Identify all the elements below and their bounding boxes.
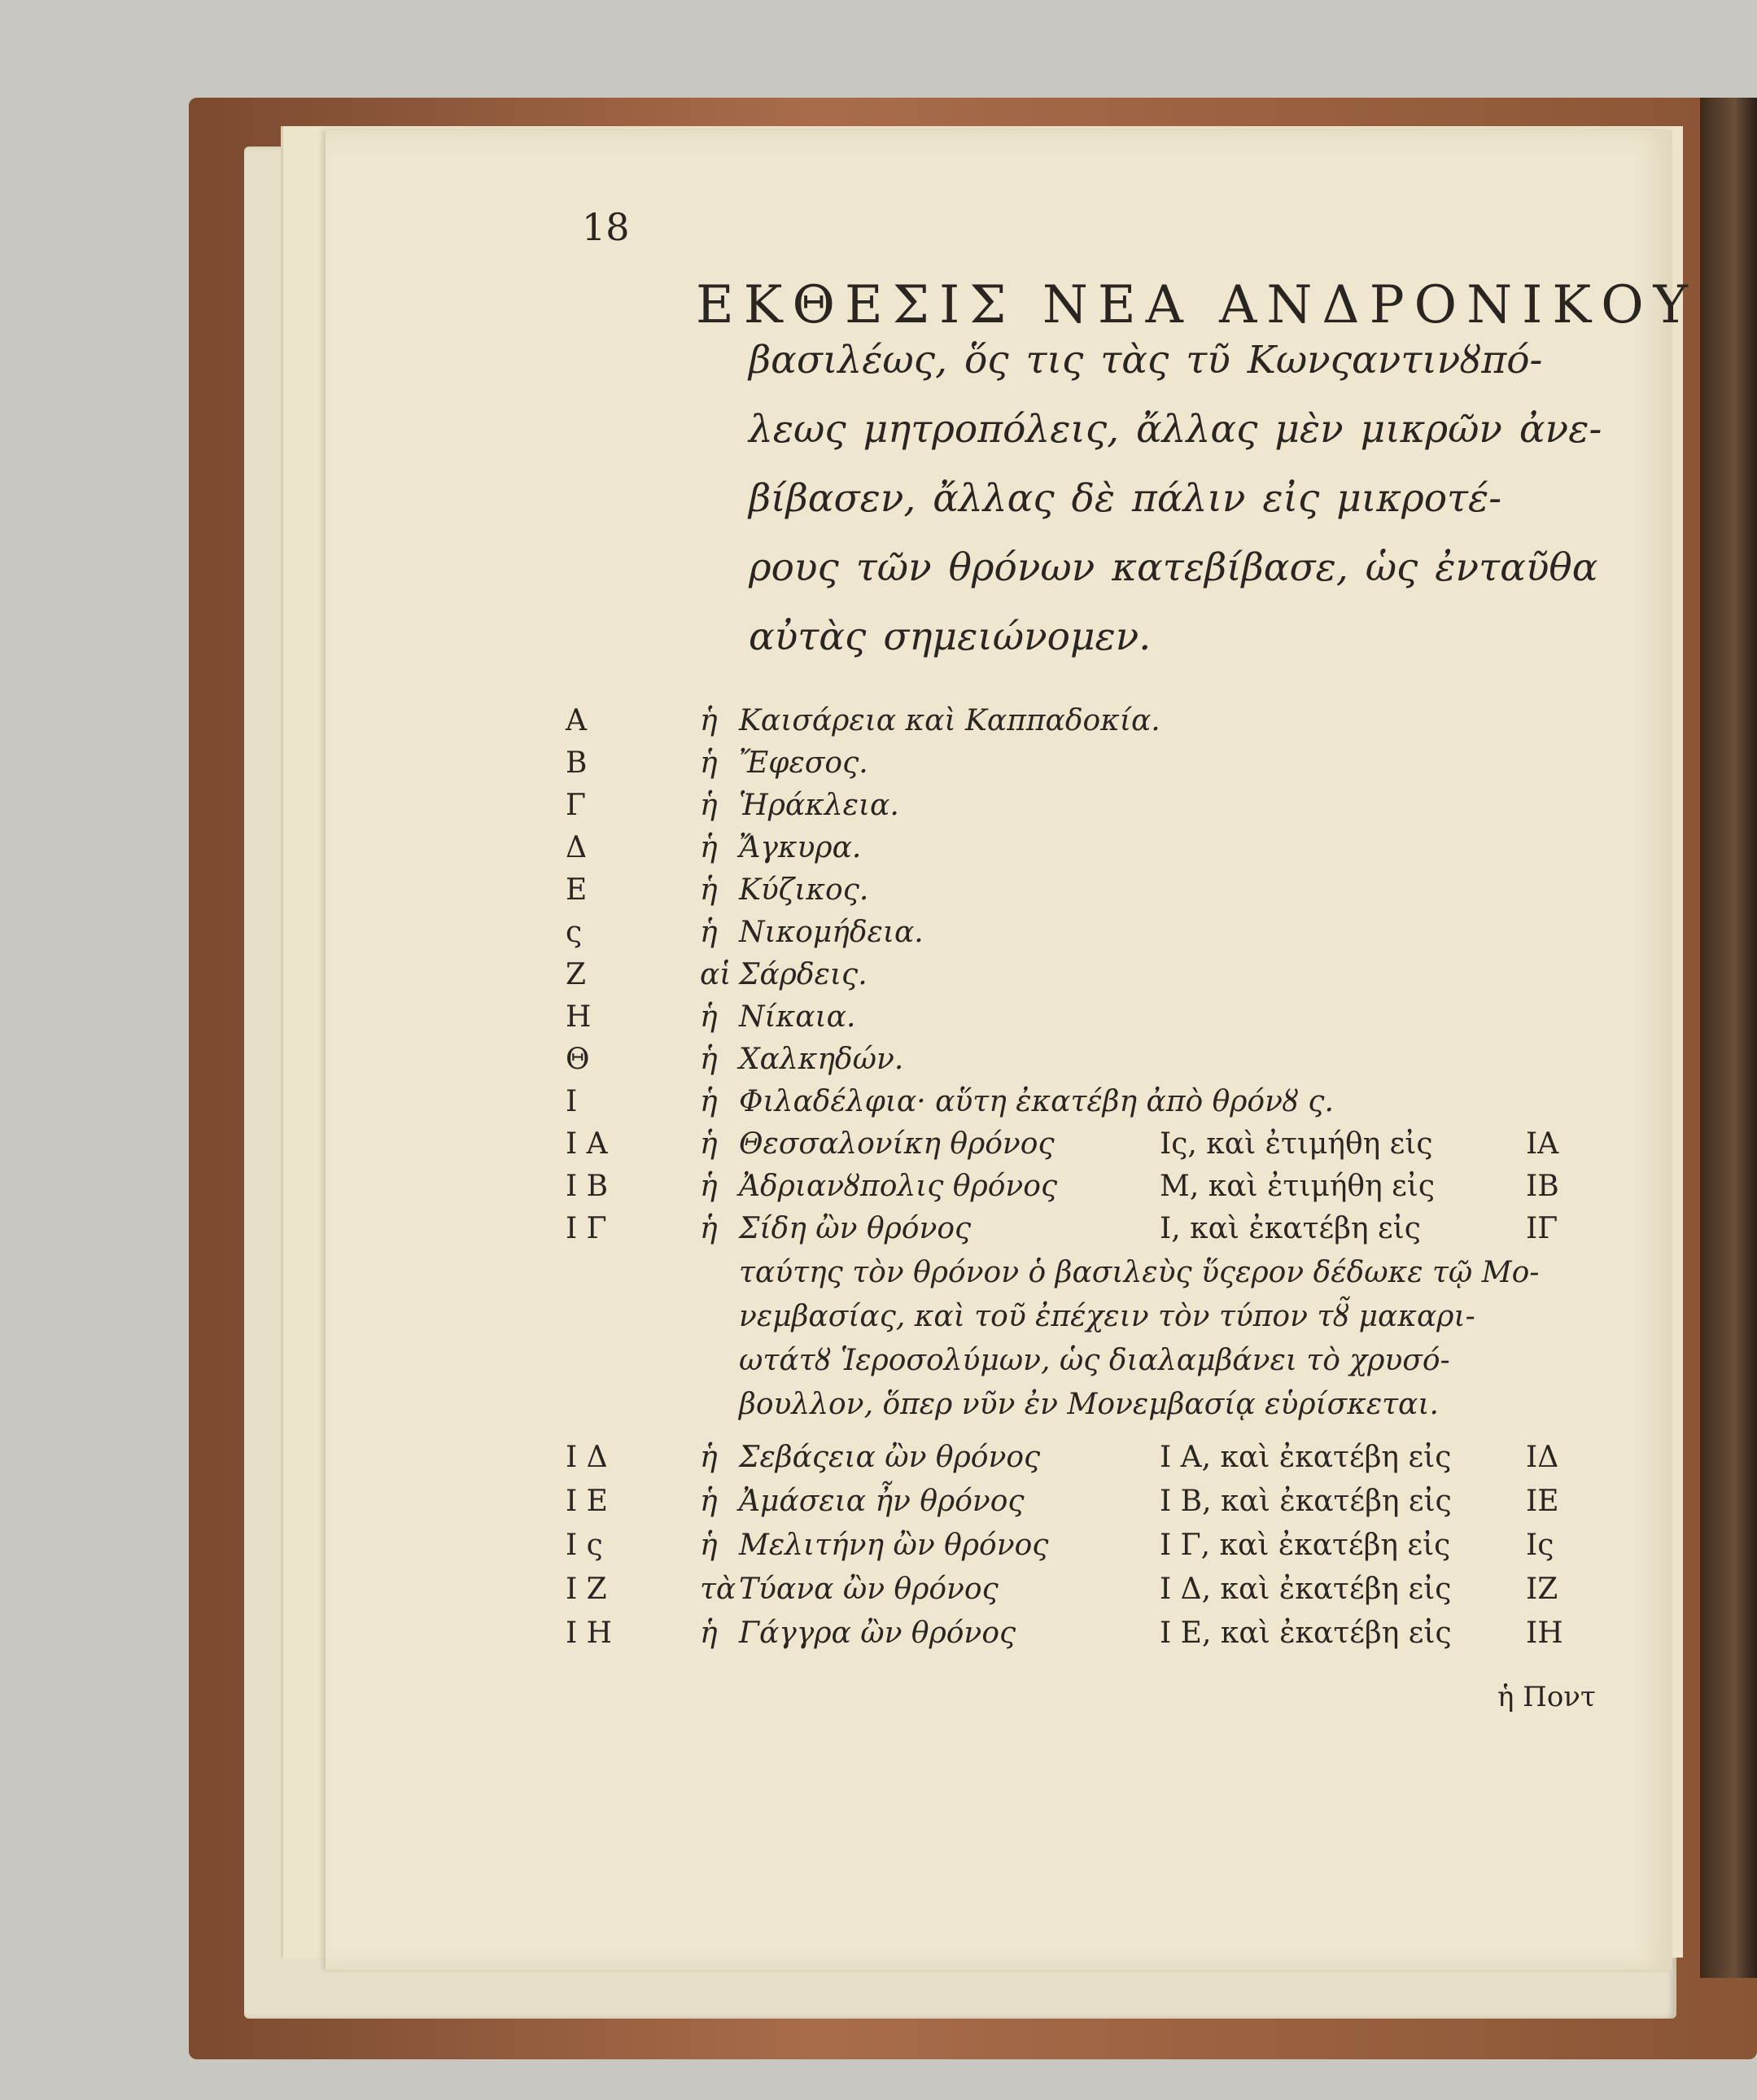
entry-number: Β <box>566 746 588 780</box>
list-item <box>326 1043 1672 1083</box>
list-item <box>326 1000 1672 1041</box>
list-item <box>326 831 1672 872</box>
entry-number: Γ <box>566 789 586 822</box>
entry-right-number: ΙΑ <box>1526 1127 1559 1161</box>
entry-reference: Ι Ε, καὶ ἐκατέβη εἰς <box>1160 1617 1452 1650</box>
entry-number: Ι Ε <box>566 1485 608 1518</box>
entry-article: ἡ <box>700 916 718 949</box>
list-item <box>326 916 1672 956</box>
entry-name: Νίκαια. <box>739 1000 856 1034</box>
book-page <box>326 130 1698 1970</box>
entry-article: ἡ <box>700 1441 718 1474</box>
entry-name: Τύανα ὢν θρόνος <box>739 1573 999 1606</box>
entry-number: Α <box>566 704 587 737</box>
entry-number: Ι Γ <box>566 1212 607 1245</box>
list-item <box>326 1485 1672 1525</box>
entry-name: Ἔφεσος. <box>739 746 868 780</box>
entry-name: Καισάρεια καὶ Καππαδοκία. <box>739 704 1160 737</box>
entry-right-number: ΙΓ <box>1526 1212 1558 1245</box>
entry-number: Ι Η <box>566 1617 613 1650</box>
continuation-line: ωτάτȣ Ἱεροσολύμων, ὡς διαλαμβάνει τὸ χρυσό- <box>739 1344 1450 1377</box>
entry-name: Ἀμάσεια ἦν θρόνος <box>739 1485 1025 1518</box>
continuation-line: βουλλον, ὅπερ νῦν ἐν Μονεμβασίᾳ εὑρίσκεται. <box>739 1388 1439 1421</box>
entry-name: Νικομήδεια. <box>739 916 924 949</box>
entry-number: Ζ <box>566 958 587 991</box>
entry-name: Ἡράκλεια. <box>739 789 899 822</box>
entry-reference: Ι Δ, καὶ ἐκατέβη εἰς <box>1160 1573 1452 1606</box>
entry-name: Κύζικος. <box>739 873 869 907</box>
list-item <box>326 1617 1672 1657</box>
entry-article: ἡ <box>700 1000 718 1034</box>
entry-number: Δ <box>566 831 587 864</box>
entry-article: αἱ <box>700 958 732 991</box>
intro-line: λεως μητροπόλεις, ἄλλας μὲν μικρῶν ἀνε- <box>749 407 1602 452</box>
continuation-line: ταύτης τὸν θρόνον ὁ βασιλεὺς ὕςερον δέδωκε τῷ Μο- <box>739 1256 1540 1289</box>
intro-line: βίβασεν, ἄλλας δὲ πάλιν εἰς μικροτέ- <box>749 476 1502 521</box>
list-item <box>326 1127 1672 1168</box>
entry-article: ἡ <box>700 831 718 864</box>
catchword: ἡ Ποντ <box>1497 1681 1596 1713</box>
entry-name: Χαλκηδών. <box>739 1043 904 1076</box>
list-item <box>326 1212 1672 1253</box>
list-item <box>326 1573 1672 1613</box>
entry-right-number: ΙΗ <box>1526 1617 1563 1650</box>
list-item <box>326 1441 1672 1481</box>
entry-right-number: ΙΒ <box>1526 1170 1559 1203</box>
entry-reference: Ι Β, καὶ ἐκατέβη εἰς <box>1160 1485 1452 1518</box>
entry-article: ἡ <box>700 1485 718 1518</box>
entry-reference: Ι, καὶ ἐκατέβη εἰς <box>1160 1212 1421 1245</box>
entry-reference: Ι Α, καὶ ἐκατέβη εἰς <box>1160 1441 1452 1474</box>
entry-article: ἡ <box>700 1085 718 1118</box>
book-spine-edge <box>1700 98 1757 1978</box>
entry-number: Ι Ζ <box>566 1573 607 1606</box>
entry-right-number: ΙΖ <box>1526 1573 1558 1606</box>
entry-name: Μελιτήνη ὢν θρόνος <box>739 1529 1049 1562</box>
entry-article: ἡ <box>700 1529 718 1562</box>
entry-right-number: Ις <box>1526 1529 1554 1562</box>
entry-number: Ι ς <box>566 1529 603 1562</box>
entry-article: τὰ <box>700 1573 736 1606</box>
entry-reference: Μ, καὶ ἐτιμήθη εἰς <box>1160 1170 1436 1203</box>
entry-article: ἡ <box>700 746 718 780</box>
list-item <box>326 1170 1672 1210</box>
list-item <box>326 1085 1672 1126</box>
entry-name: Θεσσαλονίκη θρόνος <box>739 1127 1055 1161</box>
entry-article: ἡ <box>700 873 718 907</box>
list-item <box>326 958 1672 999</box>
intro-line: αὐτὰς σημειώνομεν. <box>749 615 1152 659</box>
entry-article: ἡ <box>700 1170 718 1203</box>
entry-number: Ε <box>566 873 588 907</box>
entry-number: Ι Δ <box>566 1441 608 1474</box>
entry-number: ς <box>566 916 583 949</box>
entry-number: Ι Α <box>566 1127 608 1161</box>
intro-line: βασιλέως, ὅς τις τὰς τῦ Κωνςαντινȣπό- <box>749 338 1543 383</box>
entry-number: Ι Β <box>566 1170 609 1203</box>
entry-name: Ἀδριανȣπολις θρόνος <box>739 1170 1058 1203</box>
entry-article: ἡ <box>700 1212 718 1245</box>
entry-right-number: ΙΔ <box>1526 1441 1559 1474</box>
entry-article: ἡ <box>700 1617 718 1650</box>
page-heading: ΕΚΘΕΣΙΣ ΝΕΑ ΑΝΔΡΟΝΙΚΟΥ <box>696 275 1698 335</box>
list-item <box>326 704 1672 745</box>
entry-name: Σεβάςεια ὢν θρόνος <box>739 1441 1041 1474</box>
list-item <box>326 873 1672 914</box>
list-item <box>326 1529 1672 1569</box>
page-number: 18 <box>582 205 630 249</box>
entry-name: Γάγγρα ὢν θρόνος <box>739 1617 1016 1650</box>
entry-number: Θ <box>566 1043 590 1076</box>
entry-number: Η <box>566 1000 592 1034</box>
entry-number: Ι <box>566 1085 578 1118</box>
intro-line: ρους τῶν θρόνων κατεβίβασε, ὡς ἐνταῦθα <box>749 545 1598 590</box>
continuation-line: νεμβασίας, καὶ τοῦ ἐπέχειν τὸν τύπον τȣ̃ μακαρι- <box>739 1300 1475 1333</box>
entry-reference: Ις, καὶ ἐτιμήθη εἰς <box>1160 1127 1433 1161</box>
entry-name: Φιλαδέλφια· αὕτη ἐκατέβη ἀπὸ θρόνȣ ς. <box>739 1085 1334 1118</box>
entry-article: ἡ <box>700 1043 718 1076</box>
list-item <box>326 746 1672 787</box>
entry-name: Ἄγκυρα. <box>739 831 862 864</box>
entry-article: ἡ <box>700 704 718 737</box>
list-item <box>326 789 1672 829</box>
entry-reference: Ι Γ, καὶ ἐκατέβη εἰς <box>1160 1529 1451 1562</box>
entry-article: ἡ <box>700 1127 718 1161</box>
entry-name: Σάρδεις. <box>739 958 868 991</box>
entry-right-number: ΙΕ <box>1526 1485 1559 1518</box>
entry-name: Σίδη ὢν θρόνος <box>739 1212 972 1245</box>
entry-article: ἡ <box>700 789 718 822</box>
